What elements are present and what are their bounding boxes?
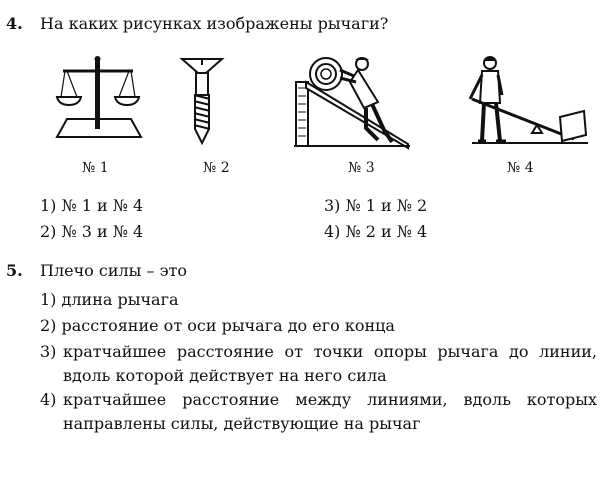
worker-rolling-barrel-icon — [292, 52, 412, 148]
figure-1-caption: № 1 — [82, 160, 109, 176]
q4-option-3-text: № 1 и № 2 — [345, 196, 428, 215]
q4-option-3-number: 3) — [324, 196, 341, 215]
q4-option-4-number: 4) — [324, 222, 341, 241]
question-4-text: На каких рисунках изображены рычаги? — [40, 14, 389, 33]
q5-option-4-line-1: кратчайшее расстояние между линиями, вдоль которых — [63, 390, 597, 409]
q5-option-3-number: 3) — [40, 342, 57, 361]
q5-option-2-number: 2) — [40, 316, 57, 335]
q5-option-3-line-1: кратчайшее расстояние от точки опоры рычага до линии, — [63, 342, 597, 361]
worker-with-lever-icon — [462, 53, 592, 149]
q4-option-3 — [324, 196, 427, 215]
q4-option-4 — [324, 222, 427, 241]
q5-option-2 — [40, 316, 395, 335]
screw-icon — [182, 57, 222, 147]
figure-2-caption: № 2 — [203, 160, 230, 176]
q4-option-1-number: 1) — [40, 196, 57, 215]
q5-option-4-number: 4) — [40, 390, 57, 409]
q4-option-2-number: 2) — [40, 222, 57, 241]
figure-4-caption: № 4 — [507, 160, 534, 176]
q4-option-2 — [40, 222, 143, 241]
question-5-number: 5. — [6, 261, 23, 280]
figure-3-caption: № 3 — [348, 160, 375, 176]
q4-option-1 — [40, 196, 143, 215]
balance-scale-icon — [55, 55, 145, 145]
q4-option-2-text: № 3 и № 4 — [61, 222, 144, 241]
q5-option-1 — [40, 290, 179, 309]
q5-option-4-line-2: направлены силы, действующие на рычаг — [63, 414, 421, 433]
q5-option-3-line-2: вдоль которой действует на него сила — [63, 366, 387, 385]
q5-option-2-text: расстояние от оси рычага до его конца — [61, 316, 395, 335]
question-4-number: 4. — [6, 14, 23, 33]
q5-option-1-number: 1) — [40, 290, 57, 309]
q5-option-1-text: длина рычага — [61, 290, 179, 309]
question-5-text: Плечо силы – это — [40, 261, 188, 280]
q4-option-1-text: № 1 и № 4 — [61, 196, 144, 215]
q4-option-4-text: № 2 и № 4 — [345, 222, 428, 241]
